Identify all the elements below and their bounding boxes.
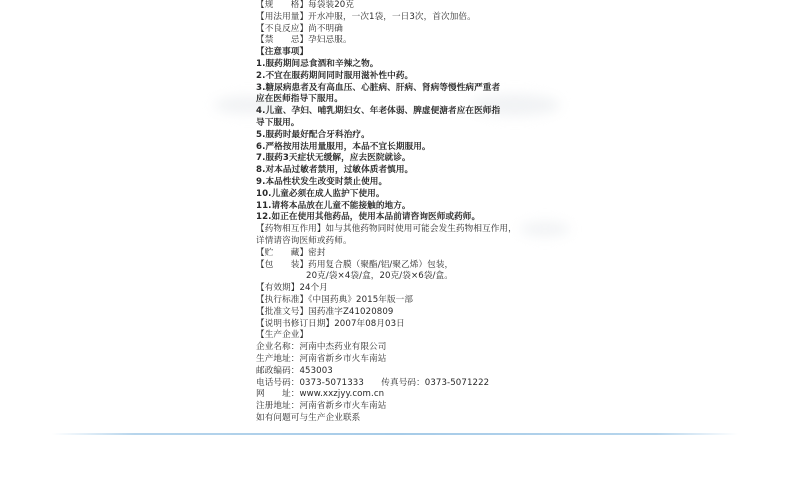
- postal-code-line: 邮政编码：453003: [256, 365, 333, 376]
- standard-line: 【执行标准】《中国药典》2015年版一部: [256, 294, 414, 305]
- dosage-line: 【用法用量】开水冲服，一次1袋，一日3次，首次加倍。: [256, 11, 476, 22]
- precaution-item-1: 1.服药期间忌食酒和辛辣之物。: [256, 58, 379, 69]
- precaution-item-3: 3.糖尿病患者及有高血压、心脏病、肝病、肾病等慢性病严重者: [256, 82, 501, 93]
- adverse-reaction-line: 【不良反应】尚不明确: [256, 23, 343, 34]
- precaution-item-9: 9.本品性状发生改变时禁止使用。: [256, 176, 388, 187]
- precaution-item-5: 5.服药时最好配合牙科治疗。: [256, 129, 370, 140]
- precaution-item-12: 12.如正在使用其他药品，使用本品前请咨询医师或药师。: [256, 212, 481, 223]
- website-line: 网 址：www.xxzjyy.com.cn: [256, 389, 385, 400]
- phone-fax-line: 电话号码：0373-5071333 传真号码：0373-5071222: [256, 377, 490, 388]
- precaution-item-4-cont: 导下服用。: [256, 117, 300, 128]
- divider-line: [52, 433, 738, 435]
- company-name-line: 企业名称：河南中杰药业有限公司: [256, 342, 387, 353]
- precaution-item-6: 6.严格按用法用量服用，本品不宜长期服用。: [256, 141, 431, 152]
- precaution-item-11: 11.请将本品放在儿童不能接触的地方。: [256, 200, 411, 211]
- approval-number-line: 【批准文号】国药准字Z41020809: [256, 306, 394, 317]
- precaution-item-7: 7.服药3天症状无缓解，应去医院就诊。: [256, 153, 411, 164]
- precaution-item-4: 4.儿童、孕妇、哺乳期妇女、年老体弱、脾虚便溏者应在医师指: [256, 106, 501, 117]
- instruction-leaflet: [256, 0, 536, 425]
- packaging-cont: 20克/袋×4袋/盒，20克/袋×6袋/盒。: [306, 271, 453, 282]
- registered-address-line: 注册地址：河南省新乡市火车南站: [256, 401, 387, 412]
- drug-interaction-line: 【药物相互作用】如与其他药物同时使用可能会发生药物相互作用，: [256, 224, 517, 235]
- validity-line: 【有效期】24个月: [256, 283, 328, 294]
- contact-note-line: 如有问题可与生产企业联系: [256, 412, 361, 423]
- production-address-line: 生产地址：河南省新乡市火车南站: [256, 353, 387, 364]
- precaution-item-3-cont: 应在医师指导下服用。: [256, 94, 343, 105]
- precaution-item-2: 2.不宜在服药期间同时服用滋补性中药。: [256, 70, 414, 81]
- storage-line: 【贮 藏】密封: [256, 247, 326, 258]
- spec-line: 【规 格】每袋装20克: [256, 0, 355, 10]
- revision-date-line: 【说明书修订日期】2007年08月03日: [256, 318, 405, 329]
- manufacturer-heading: 【生产企业】: [256, 330, 309, 341]
- precaution-item-8: 8.对本品过敏者禁用，过敏体质者慎用。: [256, 165, 414, 176]
- drug-interaction-cont: 详情请咨询医师或药师。: [256, 235, 352, 246]
- precaution-item-10: 10.儿童必须在成人监护下使用。: [256, 188, 385, 199]
- precautions-heading: 【注意事项】: [256, 47, 309, 58]
- packaging-line: 【包 装】药用复合膜（聚酯/铝/聚乙烯）包装，: [256, 259, 454, 270]
- contraindication-line: 【禁 忌】孕妇忌服。: [256, 35, 352, 46]
